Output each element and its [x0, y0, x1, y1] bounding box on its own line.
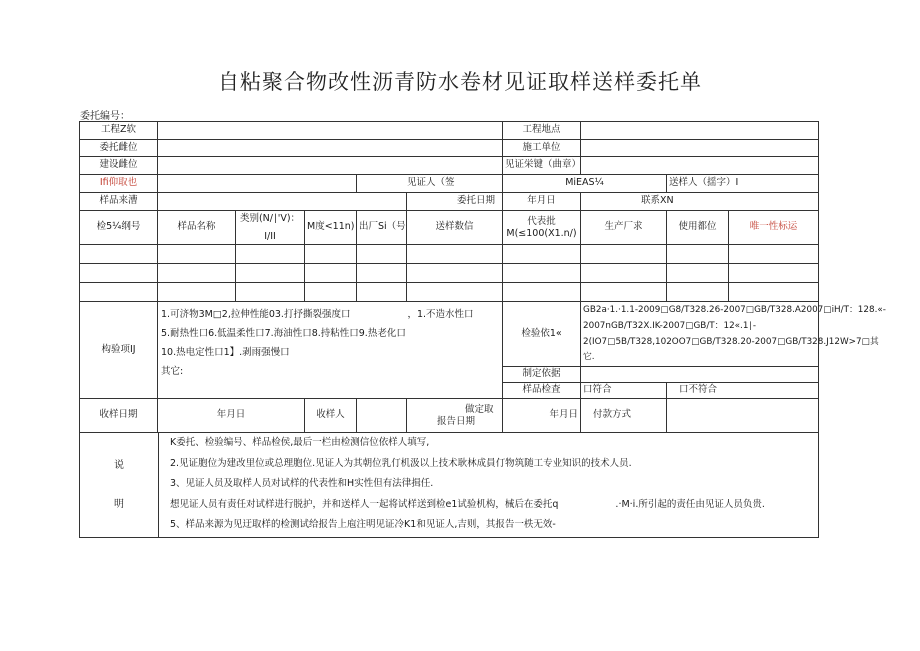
col-unique-mark: 唯一性标运: [729, 211, 819, 245]
note-line: 3、见证人员及取样人员对试样的代表性和H实性但有法律揖任.: [170, 478, 434, 490]
form-title: 自粘聚合物改性沥青防水卷材见证取样送样委托单: [218, 70, 702, 94]
row-project-name: [80, 122, 819, 140]
receiver-field[interactable]: [357, 399, 407, 433]
note-line: 5、样品来源为见迂取样的检测试给报告上庖注明见证冷K1和见证人,吉则，其报告一柣无效-: [170, 519, 556, 530]
row-build-unit: [80, 157, 819, 175]
col-factory-no: 出厂Si（号: [357, 211, 407, 245]
delegation-form-table: [79, 121, 886, 538]
sender-label: 送样人（揺字）I: [667, 175, 819, 193]
notes-cell: [80, 433, 819, 538]
sampler-field[interactable]: [158, 175, 357, 193]
col-batch-line2: M(≤100(X1.n/): [506, 227, 577, 239]
contact-label: 联系XN: [581, 193, 819, 211]
inspection-item-line: 10.热电定性口1】.剥雨强慢口: [161, 347, 290, 358]
payment-field[interactable]: [667, 399, 819, 433]
conform-checkbox[interactable]: 口符合: [581, 383, 667, 399]
col-sample-name: 样品名称: [158, 211, 236, 245]
sample-row[interactable]: [80, 245, 819, 264]
delegate-date-value: 年月日: [503, 193, 581, 211]
receive-date-label: 收样日期: [80, 399, 158, 433]
witness-person-label: 见证人（签: [357, 175, 503, 193]
notes-label-box: [80, 433, 159, 537]
notes-label-bottom: 明: [114, 499, 124, 511]
note-line: 想见证人员有责任对试样进行脱护，并和送样人一起将试样送到检e1试验机构，械后在委托q .·M·i.所引起的责任由见证人员负贵.: [170, 498, 765, 510]
nonconform-checkbox[interactable]: 口不符合: [667, 383, 819, 399]
basis-line: 2(IO7□5B∕T328,102OO7□GB∕T328.20-2007□GB∕T328.J12W>7□其: [583, 336, 879, 347]
row-client-unit: [80, 140, 819, 157]
standard-field[interactable]: [581, 367, 819, 383]
col-manufacturer: 生产厂求: [581, 211, 667, 245]
construction-unit-field[interactable]: [581, 140, 819, 157]
sample-row[interactable]: [80, 283, 819, 302]
build-unit-label: 建设雌位: [80, 157, 158, 175]
col-category-line2: I/II: [264, 230, 276, 242]
report-date-label: [407, 399, 503, 433]
sample-source-field[interactable]: [158, 193, 407, 211]
witness-unit-label: 见证栄键（曲章）: [503, 157, 581, 175]
sampler-label: Ifi仰取也: [80, 175, 158, 193]
cert-label: MiEAS¼: [503, 175, 667, 193]
report-date-value: 年月日: [503, 399, 581, 433]
row-receive: [80, 399, 819, 433]
note-line: K委托、检验编号、样品检侯,最后一栏由检测信位依样人填写,: [170, 437, 430, 449]
basis-line: GB2a·1.·1.1-2009□G8∕T328.26-2007□GB∕T328.A2007□iH∕T：128.«-: [583, 305, 886, 315]
row-sample-source: [80, 193, 819, 211]
client-unit-field[interactable]: [158, 140, 503, 157]
note-line: 2.见证胞位为建改里位或总理胞位.见证人为其朝位乳仃机汲以上技术耿林成員仃物筑随工专业知识的技术人员.: [170, 457, 632, 469]
row-sampler: [80, 175, 819, 193]
sample-check-label: 样品检査: [503, 383, 581, 399]
payment-label: 付款方式: [581, 399, 667, 433]
delegation-number-label: 委托编号：: [80, 111, 130, 122]
receive-date-value: 年月日: [158, 399, 305, 433]
project-location-label: 工程地点: [503, 122, 581, 140]
witness-unit-field[interactable]: [581, 157, 819, 175]
standard-label: 制定依据: [503, 367, 581, 383]
delegate-date-label: 委托日期: [407, 193, 503, 211]
build-unit-field[interactable]: [158, 157, 503, 175]
sample-source-label: 样品来漕: [80, 193, 158, 211]
basis-label: 检验依1«: [503, 302, 581, 367]
row-inspection: [80, 302, 819, 367]
basis-line: 2007nGB∕T32X.IK-2007□GB∕T：12«.1∣-: [583, 320, 757, 331]
basis-text[interactable]: [581, 302, 886, 367]
basis-line: 它.: [583, 352, 595, 363]
col-usage: 使用都位: [667, 211, 729, 245]
col-batch: [503, 211, 581, 245]
inspection-items[interactable]: [158, 302, 503, 399]
sample-row[interactable]: [80, 264, 819, 283]
sample-table-header: [80, 211, 819, 245]
col-test-no: 检5¼纲号: [80, 211, 158, 245]
client-unit-label: 委托雌位: [80, 140, 158, 157]
col-category-line1: 类别(N/∣'V)：: [239, 212, 301, 224]
report-label-line2: 报告日期: [437, 415, 476, 427]
inspection-item-line: 1.可济物3M□2,拉伸性能03.打抒撕裂强度口 ，1.不造水性口: [161, 309, 474, 320]
col-category: [236, 211, 305, 245]
row-notes: [80, 433, 819, 538]
report-label-line1: 做定取: [465, 403, 494, 415]
inspection-item-line: 其它:: [161, 366, 184, 377]
construction-unit-label: 施工单位: [503, 140, 581, 157]
notes-label-top: 说: [114, 460, 124, 472]
col-batch-line1: 代表批: [527, 215, 556, 227]
receiver-label: 收样人: [305, 399, 357, 433]
project-name-field[interactable]: [158, 122, 503, 140]
inspection-label: 构验项IJ: [80, 302, 158, 399]
project-location-field[interactable]: [581, 122, 819, 140]
inspection-item-line: 5.耐热性口6.低温柔性口7.海油性口8.持粘性口9.热老化口: [161, 328, 406, 339]
notes-text: [80, 433, 818, 535]
col-sample-count: 送样数信: [407, 211, 503, 245]
project-name-label: 工程Z软: [80, 122, 158, 140]
col-thickness: M度<11n): [305, 211, 357, 245]
